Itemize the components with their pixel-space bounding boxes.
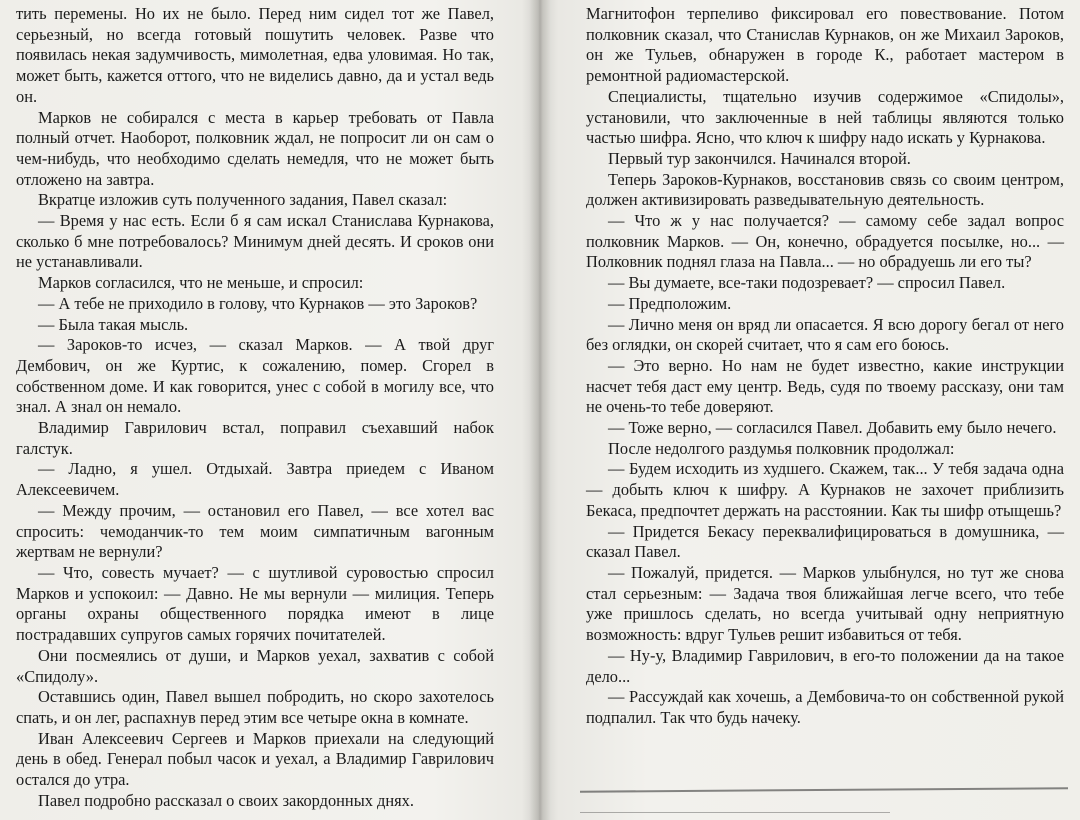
right-page <box>586 4 1064 729</box>
paragraph: После недолгого раздумья полковник продолжал: <box>608 438 955 458</box>
paragraph: Оставшись один, Павел вышел побродить, но скоро захотелось спать, и он лег, распахнув перед этим все четыре окна в комнате. <box>16 687 494 727</box>
paragraph: — Предположим. <box>608 293 732 313</box>
paragraph: Первый тур закончился. Начинался второй. <box>608 148 911 168</box>
left-page <box>16 4 494 811</box>
paragraph: — Вы думаете, все-таки подозревает? — спросил Павел. <box>608 273 1006 293</box>
book-gutter <box>522 0 558 820</box>
paragraph: — Что ж у нас получается? — самому себе задал вопрос полковник Марков. — Он, конечно, обрадуется посылке, но... — Полковник поднял глаза на Павла... — но обрадуешь ли его ты? <box>586 211 1064 272</box>
paragraph: Они посмеялись от души, и Марков уехал, захватив с собой «Спидолу». <box>16 645 494 686</box>
paragraph: — Пожалуй, придется. — Марков улыбнулся, но тут же снова стал серьезным: — Задача твоя ближайшая легче всего, что тебе уже пришлось сделать, но всегда учитывай одну неприятную возможность: вдруг Тульев решит избавиться от тебя. <box>586 562 1064 645</box>
paragraph: Марков не собирался с места в карьер требовать от Павла полный отчет. Наоборот, полковник ждал, не попросит ли он сам о чем-нибудь, что необходимо сделать немедля, что не может быть отложено на завтра. <box>16 107 494 189</box>
paragraph: — Тоже верно, — согласился Павел. Добавить ему было нечего. <box>608 418 1057 438</box>
paragraph: — А тебе не приходило в голову, что Курнаков — это Зароков? <box>38 293 478 313</box>
paragraph: — Рассуждай как хочешь, а Дембовича-то он собственной рукой подпалил. Так что будь начеку. <box>586 687 1064 727</box>
paragraph: — Ладно, я ушел. Отдыхай. Завтра приедем с Иваном Алексеевичем. <box>16 459 494 500</box>
paragraph: — Время у нас есть. Если б я сам искал Станислава Курнакова, сколько б мне потребовалось? Минимум дней десять. И сроков они не устанавливали. <box>16 211 494 272</box>
paragraph: Вкратце изложив суть полученного задания, Павел сказал: <box>38 190 448 210</box>
paragraph: — Ну-у, Владимир Гаврилович, в его-то положении да на такое дело... <box>586 645 1064 686</box>
paragraph: Марков согласился, что не меньше, и спросил: <box>38 273 364 293</box>
paragraph: тить перемены. Но их не было. Перед ним сидел тот же Павел, серьезный, но всегда готовый пошутить человек. Разве что появилась некая задумчивость, мимолетная, едва уловимая. Но так, может быть, кажется оттого, что не виделись давно, да и устал ведь он. <box>16 4 494 106</box>
paragraph: Павел подробно рассказал о своих закордонных днях. <box>38 790 414 810</box>
paragraph: — Зароков-то исчез, — сказал Марков. — А твой друг Дембович, он же Куртис, к сожалению, помер. Сгорел в собственном доме. И как говорится, унес с собой в могилу все, что знал. А знал он немало. <box>16 335 494 417</box>
paragraph: Магнитофон терпеливо фиксировал его повествование. Потом полковник сказал, что Станислав Курнаков, он же Михаил Зароков, он же Тульев, обнаружен в городе К., работает мастером в ремонтной радиомастерской. <box>586 4 1064 86</box>
paragraph: — Что, совесть мучает? — с шутливой суровостью спросил Марков и успокоил: — Давно. Не мы вернули — милиция. Теперь органы охраны общественного порядка имеют в лице пострадавших супругов самых горячих почитателей. <box>16 562 494 645</box>
paragraph: — Придется Бекасу переквалифицироваться в домушника, — сказал Павел. <box>586 521 1064 562</box>
paragraph: — Будем исходить из худшего. Скажем, так... У тебя задача одна — добыть ключ к шифру. А Курнаков не захочет приблизить Бекаса, предпочтет держать на расстоянии. Как ты шифр отыщешь? <box>586 459 1064 520</box>
paragraph: Теперь Зароков-Курнаков, восстановив связь со своим центром, должен активизировать разведывательную деятельность. <box>586 169 1064 210</box>
pencil-underline <box>580 787 1068 792</box>
paragraph: Специалисты, тщательно изучив содержимое «Спидолы», установили, что заключенные в ней таблицы являются только частью шифра. Ясно, что ключ к шифру надо искать у Курнакова. <box>586 86 1064 148</box>
paragraph: — Лично меня он вряд ли опасается. Я всю дорогу бегал от него без оглядки, он скорей считает, что я сам его боюсь. <box>586 314 1064 355</box>
paragraph: — Это верно. Но нам не будет известно, какие инструкции насчет тебя даст ему центр. Ведь, судя по твоему рассказу, они там не очень-то тебе доверяют. <box>586 355 1064 417</box>
paragraph: — Между прочим, — остановил его Павел, — все хотел вас спросить: чемоданчик-то тем моим симпатичным вагонным жертвам не вернули? <box>16 500 494 562</box>
paragraph: Иван Алексеевич Сергеев и Марков приехали на следующий день в обед. Генерал побыл часок и уехал, а Владимир Гаврилович остался до утра. <box>16 728 494 790</box>
pencil-underline <box>580 812 890 813</box>
paragraph: — Была такая мысль. <box>38 314 189 334</box>
paragraph: Владимир Гаврилович встал, поправил съехавший набок галстук. <box>16 418 494 458</box>
